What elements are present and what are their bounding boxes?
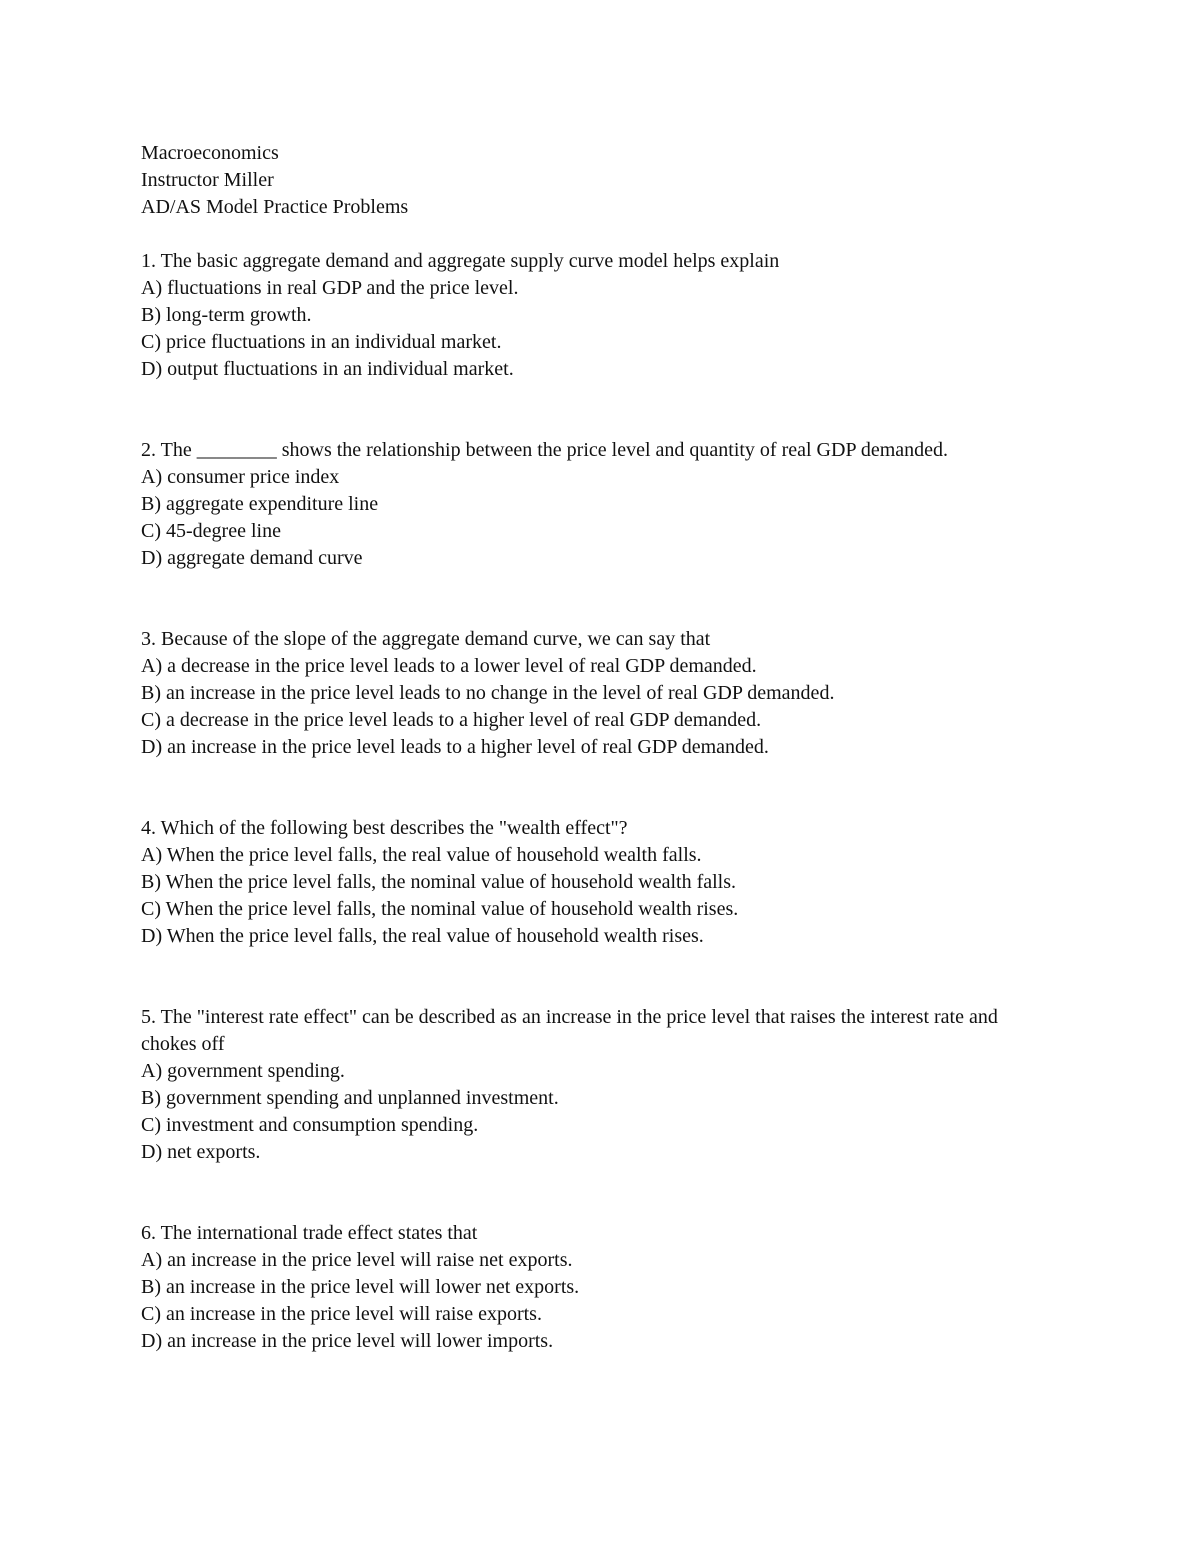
option-a: A) fluctuations in real GDP and the price level. [141, 277, 519, 299]
option-d: D) aggregate demand curve [141, 547, 363, 569]
document-title: AD/AS Model Practice Problems [141, 196, 409, 218]
option-d: D) output fluctuations in an individual market. [141, 358, 514, 380]
option-c: C) investment and consumption spending. [141, 1114, 479, 1136]
option-d: D) When the price level falls, the real value of household wealth rises. [141, 925, 704, 947]
question-3 [141, 626, 1141, 761]
question-2 [141, 437, 1141, 572]
question-5 [141, 1004, 1141, 1166]
option-d: D) net exports. [141, 1141, 261, 1163]
question-stem: 2. The ________ shows the relationship between the price level and quantity of real GDP demanded. [141, 439, 949, 461]
question-stem: 4. Which of the following best describes the "wealth effect"? [141, 817, 628, 839]
question-stem: 6. The international trade effect states that [141, 1222, 478, 1244]
option-c: C) When the price level falls, the nominal value of household wealth rises. [141, 898, 739, 920]
document-header [141, 140, 1141, 221]
question-stem: 1. The basic aggregate demand and aggregate supply curve model helps explain [141, 250, 780, 272]
option-d: D) an increase in the price level will lower imports. [141, 1330, 554, 1352]
option-a: A) an increase in the price level will raise net exports. [141, 1249, 573, 1271]
option-c: C) a decrease in the price level leads to a higher level of real GDP demanded. [141, 709, 762, 731]
option-b: B) an increase in the price level leads to no change in the level of real GDP demanded. [141, 682, 835, 704]
option-b: B) long-term growth. [141, 304, 312, 326]
document-page [141, 140, 1141, 1409]
option-a: A) government spending. [141, 1060, 345, 1082]
option-a: A) When the price level falls, the real value of household wealth falls. [141, 844, 702, 866]
option-a: A) a decrease in the price level leads to a lower level of real GDP demanded. [141, 655, 757, 677]
question-stem: 5. The "interest rate effect" can be described as an increase in the price level that raises the interest rate and chokes off [141, 1006, 998, 1055]
option-c: C) price fluctuations in an individual market. [141, 331, 502, 353]
question-6 [141, 1220, 1141, 1355]
option-b: B) aggregate expenditure line [141, 493, 379, 515]
option-c: C) 45-degree line [141, 520, 281, 542]
course-name: Macroeconomics [141, 142, 279, 164]
option-b: B) an increase in the price level will lower net exports. [141, 1276, 580, 1298]
option-d: D) an increase in the price level leads to a higher level of real GDP demanded. [141, 736, 769, 758]
instructor-name: Instructor Miller [141, 169, 274, 191]
question-1 [141, 248, 1141, 383]
question-stem: 3. Because of the slope of the aggregate demand curve, we can say that [141, 628, 711, 650]
option-a: A) consumer price index [141, 466, 340, 488]
question-4 [141, 815, 1141, 950]
option-b: B) government spending and unplanned investment. [141, 1087, 559, 1109]
option-b: B) When the price level falls, the nominal value of household wealth falls. [141, 871, 737, 893]
option-c: C) an increase in the price level will raise exports. [141, 1303, 542, 1325]
